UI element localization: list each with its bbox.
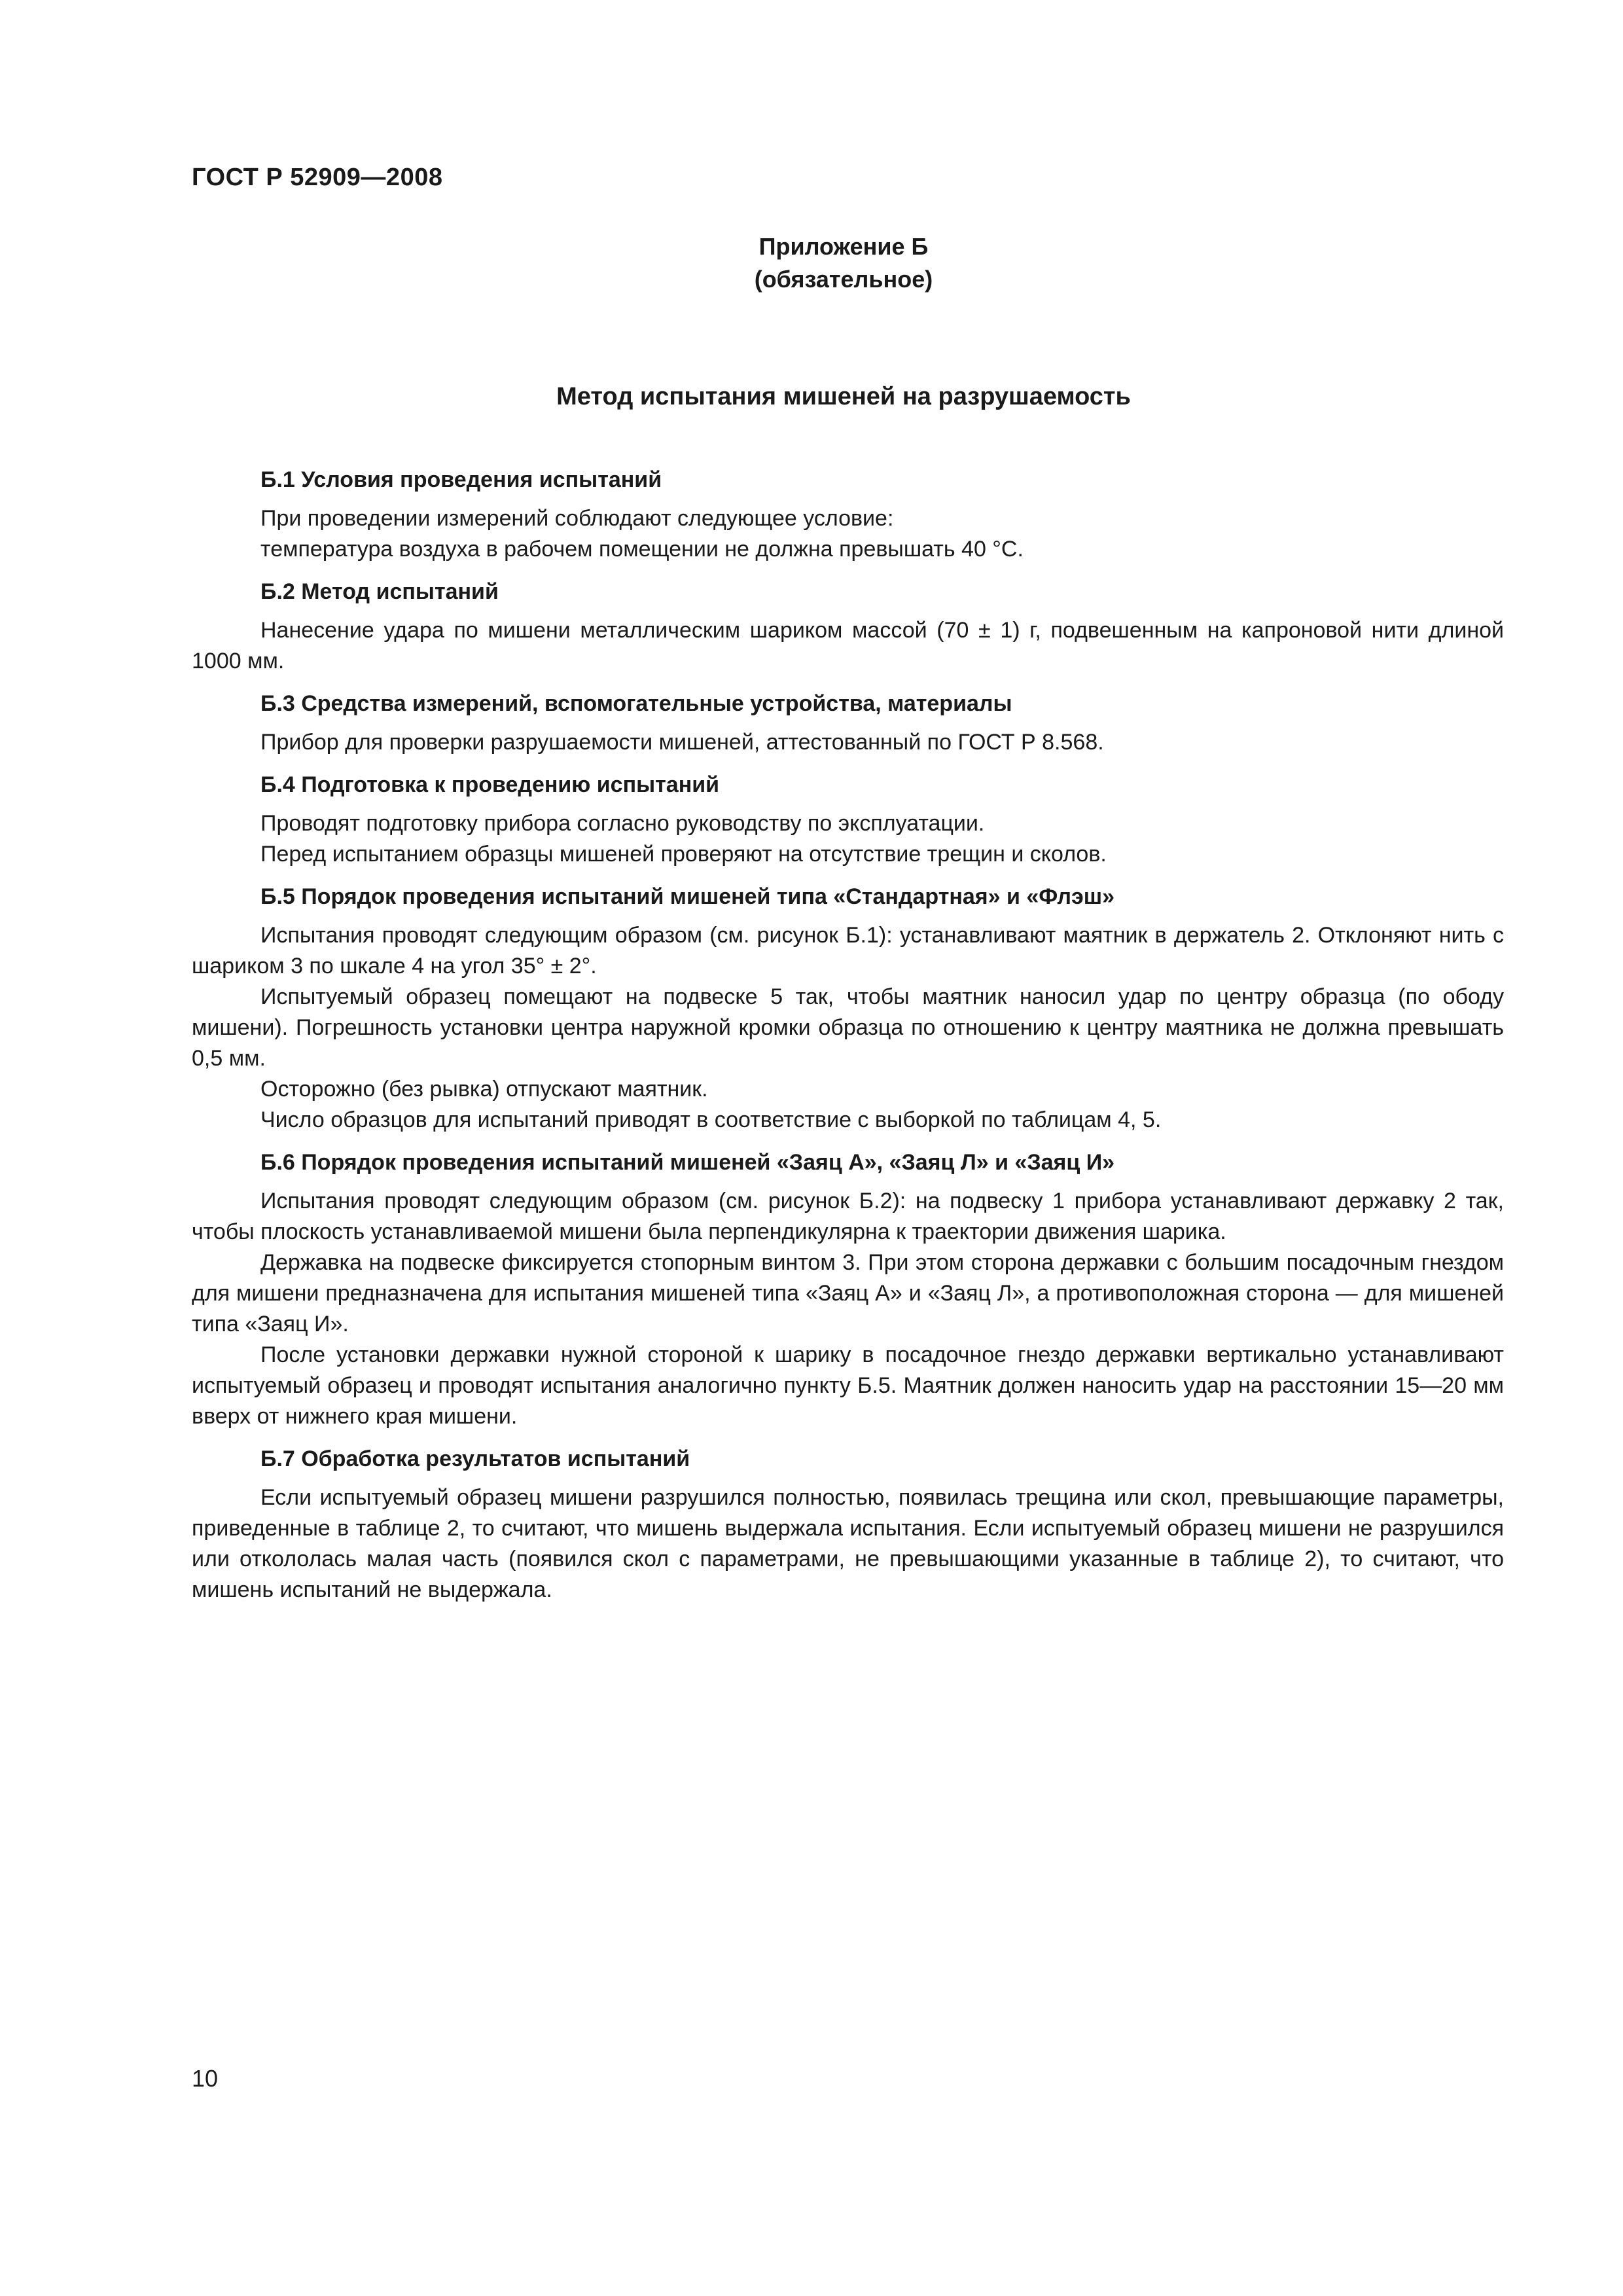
paragraph: Испытания проводят следующим образом (см. рисунок Б.1): устанавливают маятник в держатель 2. Отклоняют нить с шариком 3 по шкале 4 на угол 35° ± 2°. bbox=[192, 923, 1504, 978]
document-body bbox=[192, 465, 1504, 1617]
appendix-label: Приложение Б bbox=[758, 233, 929, 260]
section-b7 bbox=[192, 1444, 1504, 1605]
paragraph: Испытания проводят следующим образом (см. рисунок Б.2): на подвеску 1 прибора устанавливают державку 2 так, чтобы плоскость устанавливаемой мишени была перпендикулярна к траектории движения шарика. bbox=[192, 1189, 1504, 1244]
paragraph: Если испытуемый образец мишени разрушился полностью, появилась трещина или скол, превышающие параметры, приведенные в таблице 2, то считают, что мишень выдержала испытания. Если испытуемый образец мишени не разрушился или откололась малая часть (появился скол с параметрами, не превышающими указанные в таблице 2), то считают, что мишень испытаний не выдержала. bbox=[192, 1485, 1504, 1602]
section-title: Б.3 Средства измерений, вспомогательные устройства, материалы bbox=[260, 691, 1012, 716]
paragraph: Державка на подвеске фиксируется стопорным винтом 3. При этом сторона державки с большим посадочным гнездом для мишени предназначена для испытания мишеней типа «Заяц А» и «Заяц Л», а противоположная сторона — для мишеней типа «Заяц И». bbox=[192, 1250, 1504, 1336]
section-b2 bbox=[192, 577, 1504, 677]
paragraph: Число образцов для испытаний приводят в соответствие с выборкой по таблицам 4, 5. bbox=[260, 1107, 1162, 1132]
paragraph: Осторожно (без рывка) отпускают маятник. bbox=[260, 1077, 708, 1102]
section-title: Б.2 Метод испытаний bbox=[260, 579, 499, 604]
paragraph: Прибор для проверки разрушаемости мишеней, аттестованный по ГОСТ Р 8.568. bbox=[260, 730, 1104, 755]
section-title: Б.5 Порядок проведения испытаний мишеней типа «Стандартная» и «Флэш» bbox=[260, 884, 1115, 909]
appendix-status: (обязательное) bbox=[754, 266, 933, 293]
paragraph: Проводят подготовку прибора согласно руководству по эксплуатации. bbox=[260, 811, 985, 836]
section-title: Б.7 Обработка результатов испытаний bbox=[260, 1446, 690, 1471]
page-title: Метод испытания мишеней на разрушаемость bbox=[556, 383, 1131, 410]
section-b5 bbox=[192, 882, 1504, 1136]
section-title: Б.1 Условия проведения испытаний bbox=[260, 467, 662, 492]
appendix-heading bbox=[0, 230, 1623, 296]
document-code: ГОСТ Р 52909—2008 bbox=[192, 164, 443, 191]
section-b4 bbox=[192, 770, 1504, 870]
section-b6 bbox=[192, 1147, 1504, 1432]
paragraph: После установки державки нужной стороной к шарику в посадочное гнездо державки вертикально устанавливают испытуемый образец и проводят испытания аналогично пункту Б.5. Маятник должен наносить удар на расстоянии 15—20 мм вверх от нижнего края мишени. bbox=[192, 1342, 1504, 1429]
section-b1 bbox=[192, 465, 1504, 565]
section-b3 bbox=[192, 689, 1504, 758]
paragraph: Нанесение удара по мишени металлическим шариком массой (70 ± 1) г, подвешенным на капроновой нити длиной 1000 мм. bbox=[192, 618, 1504, 673]
paragraph: При проведении измерений соблюдают следующее условие: bbox=[260, 506, 894, 531]
paragraph: температура воздуха в рабочем помещении не должна превышать 40 °C. bbox=[260, 537, 1024, 562]
paragraph: Испытуемый образец помещают на подвеске 5 так, чтобы маятник наносил удар по центру образца (по ободу мишени). Погрешность установки центра наружной кромки образца по отношению к центру маятника не должна превышать 0,5 мм. bbox=[192, 984, 1504, 1071]
section-title: Б.6 Порядок проведения испытаний мишеней «Заяц А», «Заяц Л» и «Заяц И» bbox=[260, 1150, 1115, 1175]
page-number: 10 bbox=[192, 2065, 219, 2092]
paragraph: Перед испытанием образцы мишеней проверяют на отсутствие трещин и сколов. bbox=[260, 842, 1107, 867]
section-title: Б.4 Подготовка к проведению испытаний bbox=[260, 772, 720, 797]
